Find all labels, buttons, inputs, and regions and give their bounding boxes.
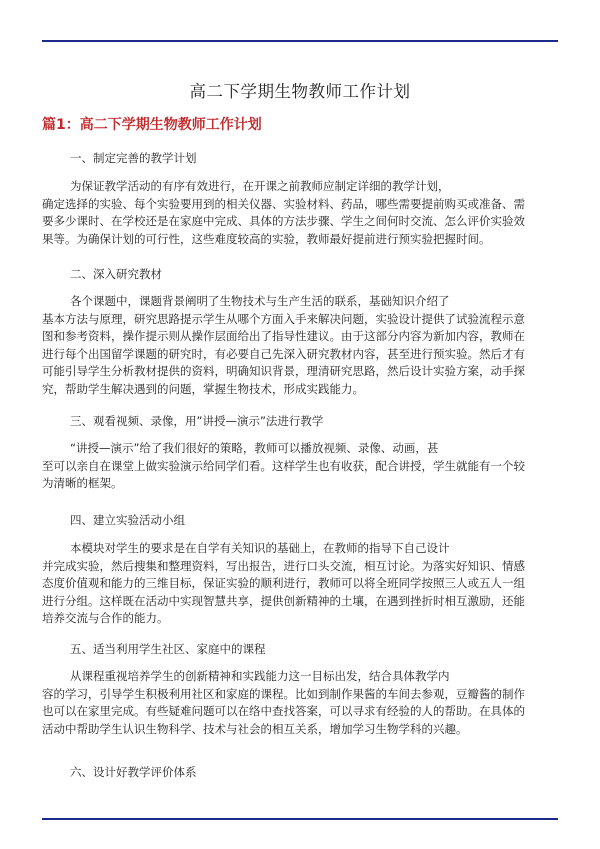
section-heading-2: 二、深入研究教材: [70, 267, 162, 281]
paragraph-line: 果等。为确保计划的可行性，这些难度较高的实验，教师最好提前进行预实验把握时间。: [42, 231, 491, 246]
paragraph-line: 也可以在家里完成。有些疑难问题可以在络中查找答案，可以寻求有经验的人的帮助。在具体的: [42, 704, 525, 718]
paragraph-line: 图和参考资料，操作提示则从操作层面给出了指导性建议。由于这部分内容为新加内容，教师在: [42, 329, 525, 343]
section-heading-6: 六、设计好教学评价体系: [70, 765, 197, 779]
paragraph-line: 为保证教学活动的有序有效进行，在开课之前教师应制定详细的教学计划，: [70, 179, 450, 193]
section-heading-4: 四、建立实验活动小组: [70, 513, 185, 527]
paragraph-line: 至可以亲自在课堂上做实验演示给同学们看。这样学生也有收获，配合讲授，学生就能有一个较: [42, 458, 525, 473]
paragraph-line: 进行每个出国留学课题的研究时，有必要自己先深入研究教材内容，甚至进行预实验。然后才有: [42, 346, 525, 361]
section-heading-3: 三、观看视频、录像，用”讲授—演示”法进行教学: [70, 414, 324, 428]
paragraph-line: 进行分组。这样既在活动中实现智慧共享，提供创新精神的土壤，在遇到挫折时相互激励，还能: [42, 593, 525, 608]
section-heading-5: 五、适当利用学生社区、家庭中的课程: [70, 642, 266, 656]
paragraph-line: 确定选择的实验、每个实验要用到的相关仪器、实验材料、药品，哪些需要提前购买或准备、需: [42, 196, 525, 211]
paragraph-line: 并完成实验，然后搜集和整理资料，写出报告，进行口头交流，相互讨论。为落实好知识、情感: [42, 558, 525, 573]
paragraph-line: 活动中帮助学生认识生物科学、技术与社会的相互关系，增加学习生物学科的兴趣。: [42, 721, 468, 736]
paragraph-line: 各个课题中，课题背景阐明了生物技术与生产生活的联系，基础知识介绍了: [70, 294, 450, 308]
section-paragraph-5: [42, 668, 554, 738]
paragraph-line: 培养交流与合作的能力。: [42, 611, 169, 625]
section-paragraph-2: [42, 293, 554, 398]
paragraph-line: 从课程重视培养学生的创新精神和实践能力这一目标出发，结合具体教学内: [70, 669, 450, 683]
paragraph-line: 究，帮助学生解决遇到的问题，掌握生物技术，形成实践能力。: [42, 381, 364, 396]
paragraph-line: 容的学习，引导学生积极利用社区和家庭的课程。比如到制作果酱的车间去参观，豆瓣酱的制作: [42, 686, 525, 701]
document-title: 高二下学期生物教师工作计划: [189, 82, 411, 101]
section-heading-1: 一、制定完善的教学计划: [70, 151, 197, 165]
paragraph-line: 要多少课时、在学校还是在家庭中完成、具体的方法步骤、学生之间何时交流、怎么评价实验效: [42, 214, 525, 228]
paragraph-line: “讲授—演示”给了我们很好的策略，教师可以播放视频、录像、动画，甚: [70, 441, 439, 455]
paragraph-line: 态度价值观和能力的三维目标，保证实验的顺利进行，教师可以将全班同学按照三人或五人一组: [42, 576, 525, 590]
document-subtitle: 篇1：高二下学期生物教师工作计划: [42, 117, 262, 133]
section-paragraph-3: [42, 440, 554, 493]
section-paragraph-4: [42, 540, 554, 628]
section-paragraph-1: [42, 178, 554, 248]
bottom-rule: [42, 818, 558, 820]
paragraph-line: 可能引导学生分析教材提供的资料，明确知识背景，理清研究思路，然后设计实验方案，动手探: [42, 364, 525, 378]
paragraph-line: 基本方法与原理，研究思路提示学生从哪个方面入手来解决问题，实验设计提供了试验流程示意: [42, 311, 525, 326]
top-rule: [42, 40, 558, 42]
paragraph-line: 为清晰的框架。: [42, 476, 123, 490]
paragraph-line: 本模块对学生的要求是在自学有关知识的基础上，在教师的指导下自己设计: [70, 541, 450, 555]
